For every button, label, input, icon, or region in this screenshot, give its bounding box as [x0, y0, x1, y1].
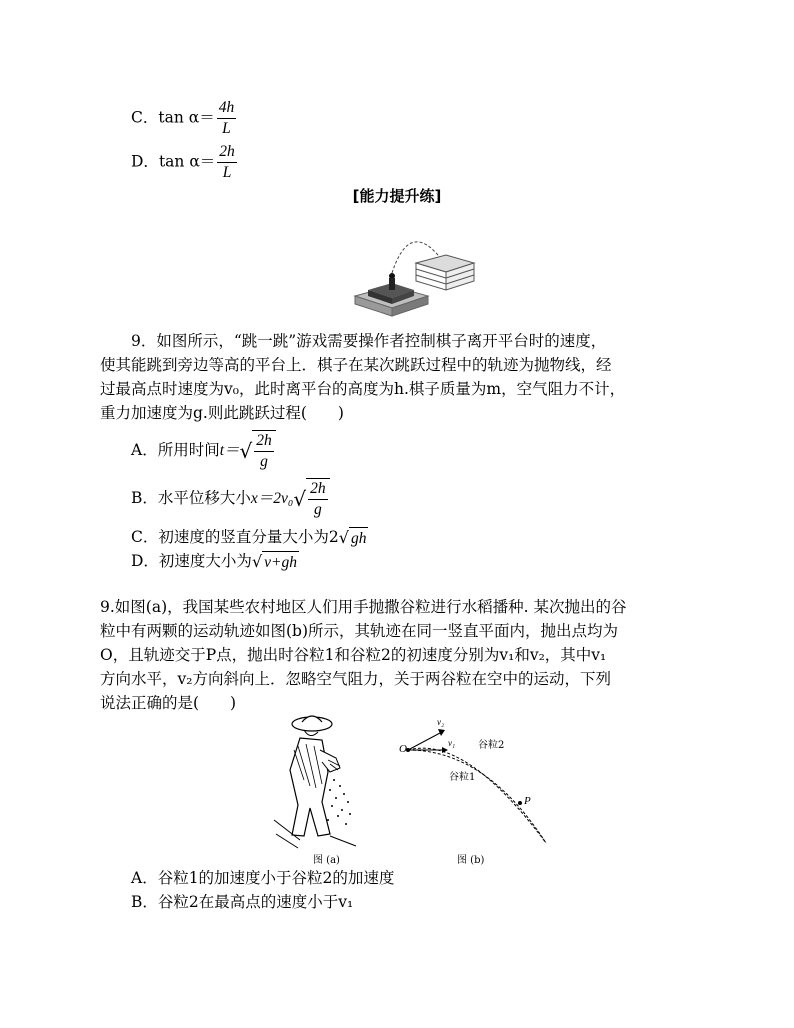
q9a-option-c [131, 526, 368, 550]
sqrt-icon: √ [338, 528, 349, 547]
label-o: O [399, 743, 407, 755]
label-p: P [524, 795, 531, 807]
numerator: 2h [217, 142, 237, 163]
q9b-line4: 方向水平，v₂方向斜向上．忽略空气阻力，关于两谷粒在空中的运动，下列 [100, 670, 611, 688]
q9a-option-a [131, 430, 276, 472]
point-p [518, 801, 522, 805]
label-grain1: 谷粒1 [449, 772, 476, 783]
option-b-label: B．水平位移大小 [131, 489, 251, 507]
q9a-option-b [131, 478, 330, 520]
sqrt-expression [339, 527, 369, 550]
numerator: 2h [254, 431, 274, 452]
numerator: 2h [308, 479, 328, 500]
denominator: L [222, 164, 232, 181]
fraction-2h-over-l [217, 142, 237, 183]
option-c-text: tan α＝ [158, 108, 215, 127]
option-c-prev [131, 98, 236, 139]
v2-arrow [408, 733, 440, 750]
sqrt-expression [252, 551, 299, 574]
q9b-option-a: A．谷粒1的加速度小于谷粒2的加速度 [131, 869, 395, 887]
q9b-line3: O，且轨迹交于P点，抛出时谷粒1和谷粒2的初速度分别为v₁和v₂，其中v₁ [100, 646, 607, 664]
radicand: gh [349, 527, 369, 550]
q9a-line3: 过最高点时速度为v₀，此时离平台的高度为h.棋子质量为m，空气阻力不计， [100, 380, 626, 398]
section-title: [能力提升练] [352, 187, 442, 205]
sqrt-icon: √ [251, 552, 263, 571]
sqrt-icon: √ [293, 487, 307, 511]
jump-game-figure [350, 228, 480, 318]
option-d-label: D． [131, 152, 159, 171]
q9b-option-b: B．谷粒2在最高点的速度小于v₁ [131, 893, 354, 911]
piece-body [389, 278, 395, 290]
option-d-label: D．初速度大小为 [131, 552, 252, 570]
radicand: v+gh [262, 551, 299, 574]
sqrt-expression [240, 430, 276, 472]
option-b-var: x＝2v₀ [250, 490, 294, 507]
seeds [327, 779, 351, 825]
q9b-line5: 说法正确的是( ) [100, 694, 237, 712]
option-d-text: tan α＝ [158, 152, 216, 171]
label-v2: v₂ [437, 717, 445, 727]
option-c-label: C． [131, 108, 159, 127]
q9b-line1: 9.如图(a)，我国某些农村地区人们用手抛撒谷粒进行水稻播种. 某次抛出的谷 [100, 598, 627, 616]
farmer-sowing-figure [270, 710, 360, 850]
fig-a-caption: 图 (a) [313, 855, 340, 866]
option-d-prev [131, 142, 237, 183]
sqrt-expression [293, 478, 329, 520]
option-c-label: C．初速度的竖直分量大小为2 [131, 528, 339, 546]
fraction-4h-over-l [217, 98, 237, 139]
sqrt-icon: √ [239, 439, 253, 463]
denominator: L [222, 120, 231, 137]
denominator: g [313, 501, 322, 518]
option-a-var: t＝ [219, 442, 240, 459]
q9a-line2: 使其能跳到旁边等高的平台上．棋子在某次跳跃过程中的轨迹为抛物线，经 [100, 356, 612, 374]
q9b-line2: 粒中有两颗的运动轨迹如图(b)所示，其轨迹在同一竖直平面内，抛出点均为 [100, 622, 619, 640]
fig-b-caption: 图 (b) [457, 855, 485, 866]
label-v1: v₁ [448, 738, 456, 748]
q9a-option-d [131, 550, 299, 574]
option-a-label: A．所用时间 [131, 441, 220, 459]
numerator: 4h [217, 98, 237, 119]
trajectory-figure [396, 715, 556, 845]
label-grain2: 谷粒2 [478, 740, 505, 751]
denominator: g [260, 453, 268, 470]
q9a-line4: 重力加速度为g.则此跳跃过程( ) [100, 404, 344, 422]
q9a-line1: 9．如图所示，“跳一跳”游戏需要操作者控制棋子离开平台时的速度， [131, 332, 607, 350]
